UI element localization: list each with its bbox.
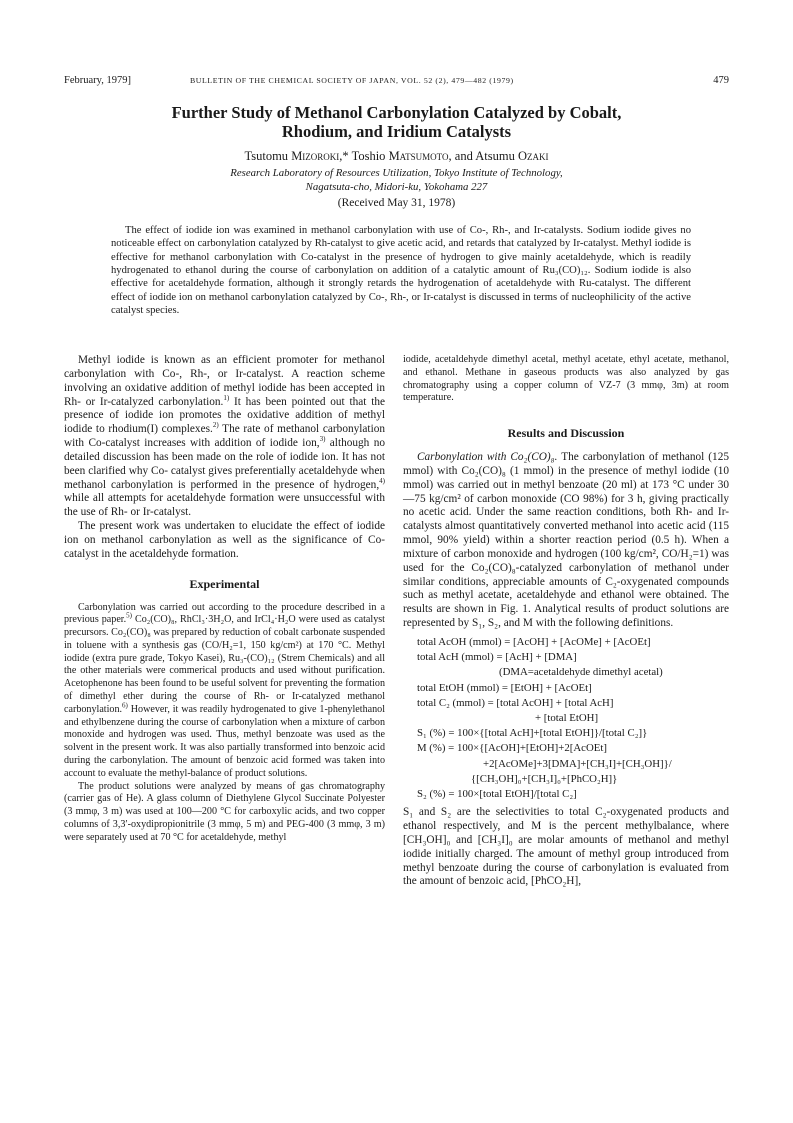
- title-line-2: Rhodium, and Iridium Catalysts: [281, 122, 512, 141]
- author-list: [64, 149, 729, 164]
- equation-total-acoh: total AcOH (mmol) = [AcOH] + [AcOMe] + [AcOEt]: [417, 636, 651, 648]
- results-text: The carbonylation of methanol (125 mmol) with Co₂(CO)₈ (1 mmol) in the presence of methyl iodide (10 mmol) was carried out in methyl benzoate (20 ml) at 173 °C under 30—75 kg/cm² of carbon monoxide (CO 98%) for 3 h, giving practically no acetic acid. Under the same reaction conditions, both Rh- and Ir-catalysts almost quantitatively converted methanol into acetic acid (115 mmol, 90% yield) within a shorter reaction period (0.5 h). When a mixture of carbon monoxide and hydrogen (100 kg/cm², CO/H₂=1) was used for the Co₂(CO)₈-catalyzed carbonylation of methanol under similar conditions, appreciable amounts of C₂-oxygenated compounds such as methyl acetate, acetaldehyde and ethanol were obtained. The results are shown in Fig. 1. Analytical results of product solutions are represented by S₁, S₂, and M with the following definitions.: [403, 451, 729, 630]
- equation-total-ach: total AcH (mmol) = [AcH] + [DMA]: [417, 651, 577, 664]
- experimental-text: Co₂(CO)₈, RhCl₃·3H₂O, and IrCl₄·H₂O were used as catalyst precursors. Co₂(CO)₈ was prepared by reduction of cobalt carbonate suspended in toluene with a synthesis gas (CO/H₂=1, 150 kg/cm²) at 170 °C. Methyl iodide (extra pure grade, Tokyo Kasei), Ru₃-(CO)₁₂ (Strem Chemicals) and all the other materials were commerical products and used without purification. Acetophenone has been found to be useful solvent for preventing the formation of dimethyl ether during the course of Rh- or Ir-catalyzed methanol carbonylation.: [64, 614, 385, 715]
- received-date: (Received May 31, 1978): [337, 197, 456, 209]
- experimental-paragraph-2: The product solutions were analyzed by means of gas chromatography (carrier gas of He). A glass column of Diethylene Glycol Succinate Polyester (3 mmφ, 3 m) was used at 100—200 °C for carboxylic acids, and two copper columns of 3,3′-oxydipropionitrile (3 mmφ, 5 m) and PEG-400 (3 mmφ, 3 m) were separately used at 70 °C for acetaldehyde, methyl: [64, 780, 385, 843]
- affiliation: [64, 166, 729, 194]
- intro-text: while all attempts for acetaldehyde formation were unsuccessful with the use of Rh- or Ir-catalyst.: [64, 492, 385, 519]
- intro-text: although no detailed discussion has been made on the role of iodide ion. It has not been clarified why Co- catalyst gives preferentially acetaldehyde when methanol carbonylation is performed in the presence of hydrogen,: [64, 437, 386, 491]
- intro-text: The rate of methanol carbonylation with Co-catalyst increases with addition of iodide ion,: [64, 423, 386, 450]
- author-3-given: Atsumu: [475, 149, 518, 163]
- author-3-family: Ozaki: [517, 149, 549, 163]
- experimental-text: Carbonylation was carried out according to the procedure described in a previous paper.: [64, 601, 385, 626]
- reference-marker: 1): [223, 393, 230, 402]
- equation-total-etoh: total EtOH (mmol) = [EtOH] + [AcOEt]: [417, 681, 592, 694]
- equation-m-line-2: +2[AcOMe]+3[DMA]+[CH₃I]+[CH₃OH]}/: [483, 757, 672, 770]
- reference-marker: 4): [379, 476, 385, 485]
- right-column: [403, 354, 729, 889]
- author-2-family: Matsumoto: [388, 149, 449, 163]
- results-subheading: Carbonylation with Co₂(CO)₈.: [417, 451, 558, 464]
- author-1-mark: ,*: [339, 149, 352, 163]
- header-date: February, 1979]: [64, 75, 131, 86]
- experimental-heading: Experimental: [189, 576, 260, 591]
- intro-text: Methyl iodide is known as an efficient promoter for methanol carbonylation with Co-, Rh-, or Ir-catalyst. A reaction scheme involving an oxidative addition of methyl iodide has been accepted in Rh- or Ir-catalyzed carbonylation.: [64, 354, 385, 408]
- running-header: [64, 75, 729, 89]
- left-column: [64, 354, 385, 845]
- definitions-block: [403, 635, 729, 802]
- equation-total-c2: total C₂ (mmol) = [total AcOH] + [total AcH]: [417, 696, 614, 709]
- title-line-1: Further Study of Methanol Carbonylation Catalyzed by Cobalt,: [171, 103, 622, 122]
- reference-marker: 3): [319, 435, 326, 444]
- abstract: The effect of iodide ion was examined in methanol carbonylation with use of Co-, Rh-, and Ir-catalysts. Sodium iodide gives no noticeable effect on carbonylation catalyzed by Rh-catalyst to give acetic acid, and retards that catalyzed by Ir-catalyst. Methyl iodide is effective for methanol carbonylation with Co-catalyst in the presence of hydrogen to give mainly acetaldehyde, which is readily hydrogenated to ethanol during the course of carbonylation on addition of a catalytic amount of Ru₃(CO)₁₂. Sodium iodide is also effective for acetaldehyde formation, although it strongly retards the hydrogenation of acetaldehyde with Ru-catalyst. The different effect of iodide ion on methanol carbonylation catalyzed by Co-, Rh-, or Ir-catalyst is discussed in terms of nucleophilicity of the active catalyst species.: [111, 225, 691, 317]
- affiliation-line-1: Research Laboratory of Resources Utilization, Tokyo Institute of Technology,: [230, 167, 563, 179]
- experimental-paragraph-2-cont: iodide, acetaldehyde dimethyl acetal, methyl acetate, ethyl acetate, methanol, and ethanol. Methane in gaseous products was also analyzed by gas chromatography using a copper column of VZ-7 (3 mmφ, 3m) at room temperature.: [403, 354, 729, 404]
- equation-total-c2-cont: + [total EtOH]: [535, 712, 599, 725]
- intro-text: It has been pointed out that the presence of iodide ion promotes the oxidative addition of methyl iodide to rhodium(I) complexes.: [64, 395, 385, 436]
- results-paragraph-1: [403, 451, 729, 631]
- equation-m-line-3: {[CH₃OH]₀+[CH₃I]₀+[PhCO₂H]}: [471, 772, 618, 785]
- title-block: [64, 103, 729, 209]
- results-paragraph-2: S₁ and S₂ are the selectivities to total C₂-oxygenated products and ethanol respectively, and M is the percent methylbalance, where [CH₃OH]₀ and [CH₃I]₀ are molar amounts of methanol and methyl iodide initially charged. The amount of methyl group introduced from methyl benzoate during the course of carbonylation is evaluated from the amount of benzoic acid, [PhCO₂H],: [403, 806, 729, 888]
- author-separator: , and: [448, 149, 476, 163]
- intro-paragraph-1: [64, 354, 385, 520]
- experimental-paragraph-1: [64, 602, 385, 781]
- results-heading: Results and Discussion: [507, 426, 625, 441]
- intro-paragraph-2: The present work was undertaken to elucidate the effect of iodide ion on methanol carbonylation as well as the significance of Co-catalyst in the acetaldehyde formation.: [64, 520, 385, 560]
- author-2-given: Toshio: [351, 149, 389, 163]
- paper-title: [64, 103, 729, 141]
- equation-s2: S₂ (%) = 100×[total EtOH]/[total C₂]: [417, 788, 577, 801]
- affiliation-line-2: Nagatsuta-cho, Midori-ku, Yokohama 227: [305, 181, 488, 193]
- header-page-number: 479: [713, 75, 729, 86]
- equation-dma-note: (DMA=acetaldehyde dimethyl acetal): [499, 666, 663, 679]
- reference-marker: 2): [212, 421, 219, 430]
- experimental-continued: [403, 354, 729, 405]
- header-journal: BULLETIN OF THE CHEMICAL SOCIETY OF JAPAN, VOL. 52 (2), 479—482 (1979): [190, 76, 514, 85]
- reference-marker: 6): [122, 701, 128, 710]
- author-1-family: Mizoroki: [291, 149, 340, 163]
- experimental-section: [64, 602, 385, 845]
- reference-marker: 5): [126, 611, 132, 620]
- equation-s1: S₁ (%) = 100×{[total AcH]+[total EtOH]}/[total C₂]}: [417, 727, 648, 740]
- equation-m: M (%) = 100×{[AcOH]+[EtOH]+2[AcOEt]: [417, 742, 607, 755]
- author-1-given: Tsutomu: [244, 149, 292, 163]
- experimental-text: However, it was readily hydrogenated to give 1-phenylethanol and ethylbenzene during the course of carbonylation when a mixture of carbon monoxide and hydrogen was used. Thus, methyl benzoate was used as the solvent in the present work. It was also partially transformed into benzoic acid during the carbonylation. The amount of benzoic acid formed was taken into account to evaluate the methyl-balance of product solutions.: [64, 703, 385, 779]
